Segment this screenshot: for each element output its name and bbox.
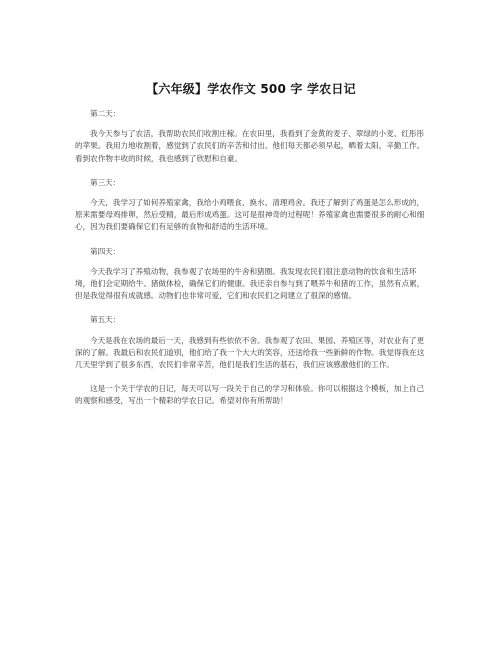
day-paragraph: 我今天参与了农活，我帮助农民们收割庄稼。在农田里，我看到了金黄的麦子、翠绿的小麦、红彤彤的苹果。我用力地收割着，感觉到了农民们的辛苦和付出。他们每天都必须早起，晒着太阳，辛勤工作。看到农作物丰收的时候，我也感到了欣慰和自豪。 — [75, 129, 425, 163]
day-heading: 第二天： — [90, 109, 121, 118]
day-heading: 第四天： — [90, 246, 121, 256]
document-title: 【六年级】学农作文 500 字 学农日记 — [146, 82, 356, 96]
day-paragraph: 今天，我学习了如何养殖家禽，我给小鸡喂食、换水、清理鸡舍。我还了解到了鸡蛋是怎么形成的，原来需要母鸡排卵，然后受精，最后形成鸡蛋。这可是很神奇的过程呢！养殖家禽也需要很多的耐心和细心，因为我们要确保它们有足够的食物和舒适的生活环境。 — [75, 198, 425, 232]
day-heading: 第五天： — [90, 315, 121, 325]
day-paragraph: 今天我学习了养殖动物，我参观了农场里的牛舍和猪圈。我发现农民们很注意动物的饮食和生活环境，他们会定期给牛、猪做体检，确保它们的健康。我还亲自参与到了喂养牛和猪的工作，虽然有点累，但是我觉得很有成就感。动物们也非常可爱，它们和农民们之间建立了很深的感情。 — [75, 266, 425, 301]
day-heading: 第三天： — [90, 177, 121, 187]
document-body — [75, 108, 431, 408]
day-paragraph: 今天是我在农场的最后一天，我感到有些依依不舍。我参观了农田、果园、养殖区等，对农业有了更深的了解。我最后和农民们道别，他们给了我一个大大的笑容，还送给我一些新鲜的作物。我觉得我在这几天里学到了很多东西，农民们非常辛苦，他们是我们生活的基石，我们应该感激他们的工作。 — [75, 335, 425, 370]
closing-paragraph: 这是一个关于学农的日记，每天可以写一段关于自己的学习和体验。你可以根据这个模板，加上自己的观察和感受，写出一个精彩的学农日记。希望对你有所帮助！ — [75, 384, 425, 406]
